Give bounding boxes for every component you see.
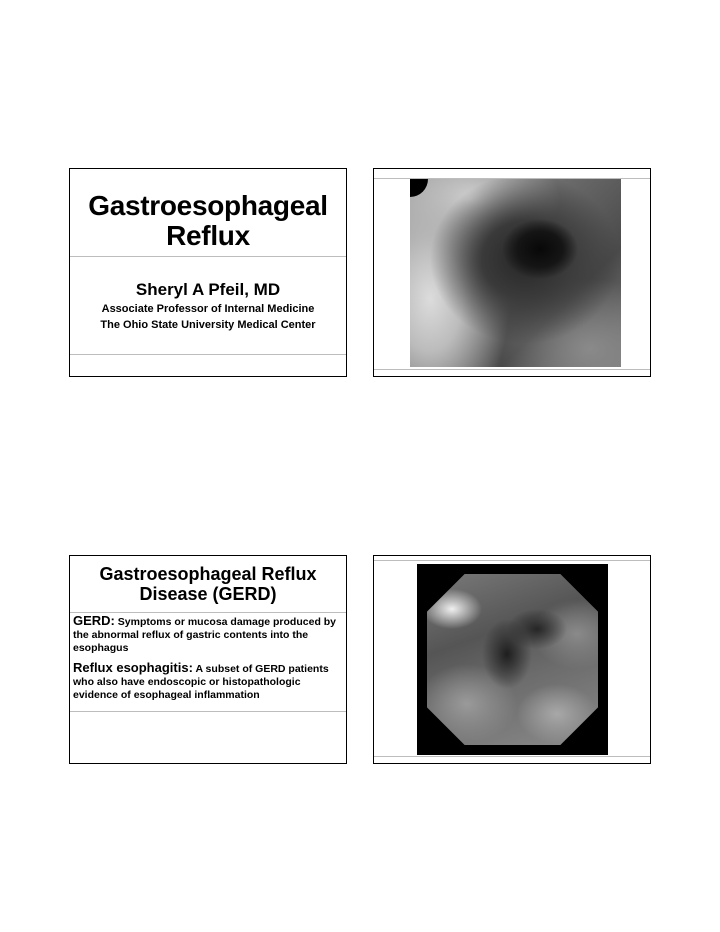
divider: [70, 354, 346, 355]
reflux-esophagitis-definition: [73, 662, 342, 701]
author-name: Sheryl A Pfeil, MD: [135, 280, 281, 299]
title-line-2: Reflux: [166, 220, 250, 251]
gerd-definition: [73, 615, 342, 654]
divider: [70, 256, 346, 257]
endoscopic-photo: [417, 564, 608, 755]
slide-gerd-definition: [69, 555, 347, 764]
slide-endoscopy-image-1: [373, 168, 651, 377]
slide-title-heading: [70, 191, 346, 251]
divider: [70, 711, 346, 712]
heading-line-1: Gastroesophageal Reflux: [99, 564, 317, 584]
title-line-1: Gastroesophageal: [88, 190, 328, 221]
endoscopic-photo: [410, 179, 621, 367]
divider: [374, 756, 650, 757]
slide-endoscopy-image-2: [373, 555, 651, 764]
endoscopic-view: [427, 574, 598, 745]
slide-title: [69, 168, 347, 377]
definition-gerd: Symptoms or mucosa damage produced by the abnormal reflux of gastric contents into the esophagus: [73, 616, 337, 654]
term-reflux-esophagitis: Reflux esophagitis:: [73, 660, 193, 675]
divider: [374, 369, 650, 370]
heading-line-2: Disease (GERD): [139, 584, 277, 604]
slide-heading: [70, 564, 346, 604]
definition-reflux-esophagitis: A subset of GERD patients who also have endoscopic or histopathologic evidence of esophageal inflammation: [73, 663, 329, 701]
divider: [374, 560, 650, 561]
affiliation-line-2: The Ohio State University Medical Center: [100, 319, 316, 331]
term-gerd: GERD:: [73, 613, 115, 628]
affiliation-line-1: Associate Professor of Internal Medicine: [101, 303, 315, 315]
